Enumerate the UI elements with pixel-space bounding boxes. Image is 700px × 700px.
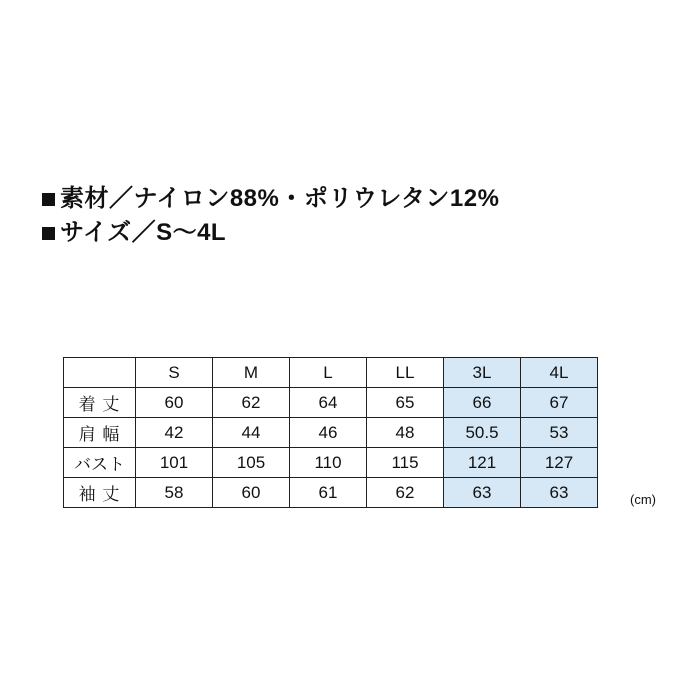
table-row — [64, 478, 598, 508]
size-table-wrapper — [63, 357, 598, 508]
table-row — [64, 388, 598, 418]
row-label-shoulder: 肩 幅 — [64, 418, 136, 448]
cell-shoulder-4l: 53 — [521, 418, 598, 448]
cell-sleeve-3l: 63 — [444, 478, 521, 508]
column-header-3l: 3L — [444, 358, 521, 388]
row-label-sleeve: 袖 丈 — [64, 478, 136, 508]
spec-line-material — [42, 182, 662, 216]
table-row — [64, 418, 598, 448]
column-header-s: S — [136, 358, 213, 388]
cell-shoulder-m: 44 — [213, 418, 290, 448]
cell-bust-3l: 121 — [444, 448, 521, 478]
square-bullet-icon — [42, 193, 55, 206]
cell-bust-ll: 115 — [367, 448, 444, 478]
unit-label: (cm) — [630, 492, 656, 507]
cell-length-3l: 66 — [444, 388, 521, 418]
cell-sleeve-l: 61 — [290, 478, 367, 508]
spec-size-text: サイズ／S〜4L — [60, 219, 227, 246]
cell-bust-l: 110 — [290, 448, 367, 478]
column-header-m: M — [213, 358, 290, 388]
cell-bust-s: 101 — [136, 448, 213, 478]
table-header-row — [64, 358, 598, 388]
spec-block — [42, 182, 662, 250]
cell-length-4l: 67 — [521, 388, 598, 418]
cell-length-m: 62 — [213, 388, 290, 418]
column-header-l: L — [290, 358, 367, 388]
row-label-bust: バスト — [64, 448, 136, 478]
cell-sleeve-ll: 62 — [367, 478, 444, 508]
cell-shoulder-l: 46 — [290, 418, 367, 448]
column-header-4l: 4L — [521, 358, 598, 388]
table-corner-cell — [64, 358, 136, 388]
square-bullet-icon — [42, 227, 55, 240]
spec-line-size — [42, 216, 662, 250]
cell-sleeve-4l: 63 — [521, 478, 598, 508]
cell-shoulder-3l: 50.5 — [444, 418, 521, 448]
cell-sleeve-m: 60 — [213, 478, 290, 508]
row-label-length: 着 丈 — [64, 388, 136, 418]
cell-bust-4l: 127 — [521, 448, 598, 478]
spec-material-text: 素材／ナイロン88%・ポリウレタン12% — [60, 185, 500, 212]
cell-sleeve-s: 58 — [136, 478, 213, 508]
cell-length-s: 60 — [136, 388, 213, 418]
cell-bust-m: 105 — [213, 448, 290, 478]
table-row — [64, 448, 598, 478]
cell-shoulder-s: 42 — [136, 418, 213, 448]
cell-length-ll: 65 — [367, 388, 444, 418]
column-header-ll: LL — [367, 358, 444, 388]
cell-shoulder-ll: 48 — [367, 418, 444, 448]
size-table — [63, 357, 598, 508]
cell-length-l: 64 — [290, 388, 367, 418]
